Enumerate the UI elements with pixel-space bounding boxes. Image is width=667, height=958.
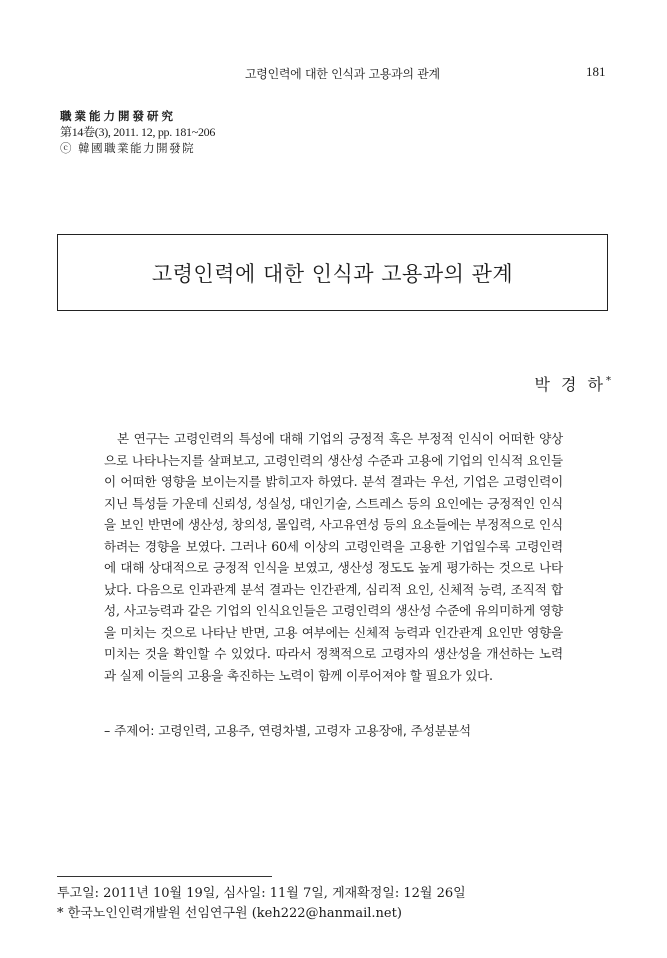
author-name: 박 경 하 bbox=[534, 375, 606, 394]
footnote-dates: 투고일: 2011년 10월 19일, 심사일: 11월 7일, 게재확정일: 12월 26일 bbox=[57, 886, 466, 901]
keywords: – 주제어: 고령인력, 고용주, 연령차별, 고령자 고용장애, 주성분분석 bbox=[104, 723, 471, 738]
author bbox=[534, 372, 611, 395]
footnote-divider bbox=[57, 876, 272, 877]
journal-name: 職業能力開發研究 bbox=[60, 109, 176, 123]
abstract bbox=[104, 428, 563, 686]
running-head-title: 고령인력에 대한 인식과 고용과의 관계 bbox=[245, 67, 440, 81]
footnotes bbox=[57, 884, 466, 924]
title-box bbox=[57, 234, 608, 311]
paper-title: 고령인력에 대한 인식과 고용과의 관계 bbox=[151, 261, 514, 286]
journal-info bbox=[60, 108, 215, 156]
author-footnote-mark: * bbox=[606, 375, 611, 387]
abstract-text: 본 연구는 고령인력의 특성에 대해 기업의 긍정적 혹은 부정적 인식이 어떠한 양상으로 나타나는지를 살펴보고, 고령인력의 생산성 수준과 고용에 기업의 인식적 요인들이 어떠한 영향을 보이는지를 밝히고자 하였다. 분석 결과는 우선, 기업은 고령인력이 지닌 특성들 가운데 신뢰성, 성실성, 대인기술, 스트레스 등의 요인에는 긍정적인 인식을 보인 반면에 생산성, 창의성, 몰입력, 사고유연성 등의 요소들에는 부정적으로 인식하려는 경향을 보였다. 그러나 60세 이상의 고령인력을 고용한 기업일수록 고령인력에 대해 상대적으로 긍정적 인식을 보였고, 생산성 정도도 높게 평가하는 것으로 나타났다. 다음으로 인과관계 분석 결과는 인간관계, 심리적 요인, 신체적 능력, 조직적 합성, 사고능력과 같은 기업의 인식요인들은 고령인력의 생산성 수준에 유의미하게 영향을 미치는 것으로 나타난 반면, 고용 여부에는 신체적 능력과 인간관계 요인만 영향을 미치는 것을 확인할 수 있었다. 따라서 정책적으로 고령자의 생산성을 개선하는 노력과 실제 이들의 고용을 촉진하는 노력이 함께 이루어져야 할 필요가 있다. bbox=[104, 431, 563, 683]
journal-copyright: ⓒ 韓國職業能力開發院 bbox=[60, 141, 196, 155]
footnote-affiliation: * 한국노인인력개발원 선임연구원 (keh222@hanmail.net) bbox=[57, 906, 402, 921]
page-number: 181 bbox=[586, 64, 606, 79]
journal-issue: 第14卷(3), 2011. 12, pp. 181~206 bbox=[60, 125, 216, 139]
